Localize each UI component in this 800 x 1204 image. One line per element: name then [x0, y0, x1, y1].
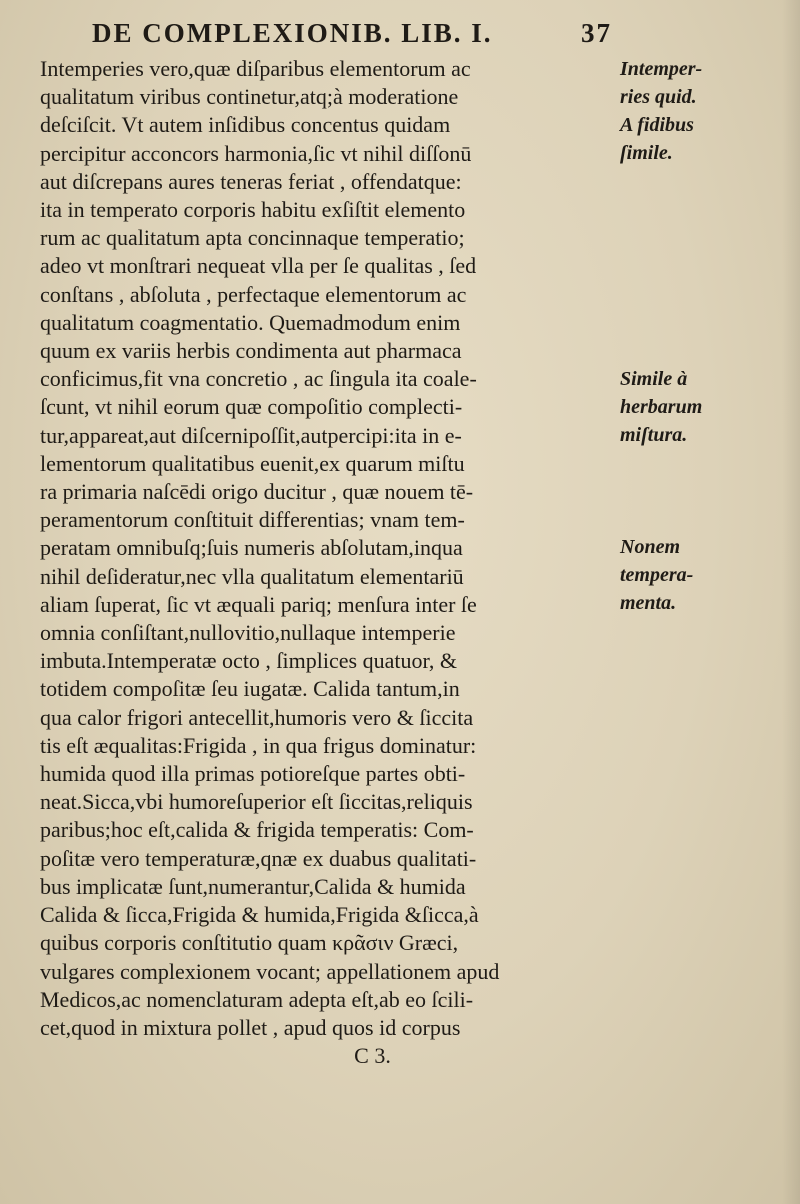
page-number: 37: [581, 18, 612, 48]
text-line: humida quod illa primas potioreſque partes obti-: [40, 761, 466, 787]
text-line: tur,appareat,aut diſcernipoſſit,autpercipi:ita in e-: [40, 422, 462, 448]
text-line: deſciſcit. Vt autem inſidibus concentus quidam: [40, 112, 451, 138]
text-line: totidem compoſitæ ſeu iugatæ. Calida tantum,in: [40, 676, 460, 702]
text-line: neat.Sicca,vbi humoreſuperior eſt ſiccitas,reliquis: [40, 789, 473, 815]
signature-mark: C 3.: [354, 1043, 391, 1069]
running-head: [92, 18, 612, 49]
body-text: [40, 55, 615, 1070]
text-line: paribus;hoc eſt,calida & frigida temperatis: Com-: [40, 817, 474, 843]
text-line: qualitatum coagmentatio. Quemadmodum enim: [40, 309, 461, 335]
text-line: imbuta.Intemperatæ octo , ſimplices quatuor, &: [40, 648, 458, 674]
text-line: ſcunt, vt nihil eorum quæ compoſitio complecti-: [40, 394, 463, 420]
text-line: qua calor frigori antecellit,humoris vero & ſiccita: [40, 704, 474, 730]
text-line: peratam omnibuſq;ſuis numeris abſolutam,inqua: [40, 535, 463, 561]
text-line: ita in temperato corporis habitu exſiſtit elemento: [40, 197, 466, 223]
text-line: conſtans , abſoluta , perfectaque elementorum ac: [40, 281, 467, 307]
text-line: Calida & ſicca,Frigida & humida,Frigida &ſicca,à: [40, 902, 479, 928]
marginal-note: tempera-: [620, 564, 694, 586]
text-line: Intemperies vero,quæ diſparibus elementorum ac: [40, 56, 471, 81]
marginal-note: miſtura.: [620, 424, 688, 446]
text-line: poſitæ vero temperaturæ,qnæ ex duabus qualitati-: [40, 845, 477, 871]
text-line: aut diſcrepans aures teneras feriat , offendatque:: [40, 168, 462, 194]
text-line: ra primaria naſcēdi origo ducitur , quæ nouem tē-: [40, 479, 474, 505]
text-line: tis eſt æqualitas:Frigida , in qua frigus dominatur:: [40, 732, 477, 758]
marginal-note: Intemper-: [620, 58, 703, 80]
text-line: aliam ſuperat, ſic vt æquali pariq; menſura inter ſe: [40, 591, 477, 617]
marginal-note: menta.: [620, 592, 677, 614]
text-line: Medicos,ac nomenclaturam adepta eſt,ab eo ſcili-: [40, 986, 474, 1012]
text-line: omnia conſiſtant,nullovitio,nullaque intemperie: [40, 620, 456, 646]
text-line: qualitatum viribus continetur,atq;à moderatione: [40, 84, 459, 110]
text-line: peramentorum conſtituit differentias; vnam tem-: [40, 507, 465, 533]
text-line: cet,quod in mixtura pollet , apud quos id corpus: [40, 1014, 461, 1040]
marginal-note: herbarum: [620, 396, 703, 418]
text-line: bus implicatæ ſunt,numerantur,Calida & humida: [40, 873, 466, 899]
marginal-note: ries quid.: [620, 86, 697, 108]
running-head-title: DE COMPLEXIONIB. LIB. I.: [92, 18, 493, 48]
text-line: quibus corporis conſtitutio quam κρᾶσιν Græci,: [40, 930, 459, 956]
text-line: conficimus,fit vna concretio , ac ſingula ita coale-: [40, 366, 477, 392]
marginal-note: Nonem: [620, 536, 680, 558]
marginal-note: A fidibus: [620, 114, 694, 136]
text-line: lementorum qualitatibus euenit,ex quarum miſtu: [40, 450, 465, 476]
page-edge-shadow: [782, 0, 800, 1204]
text-line: nihil deſideratur,nec vlla qualitatum elementariū: [40, 563, 464, 589]
marginal-note: ſimile.: [620, 142, 673, 164]
marginal-note: Simile à: [620, 368, 688, 390]
text-line: vulgares complexionem vocant; appellationem apud: [40, 958, 500, 984]
text-line: percipitur acconcors harmonia,ſic vt nihil diſſonū: [40, 140, 472, 166]
text-line: rum ac qualitatum apta concinnaque temperatio;: [40, 225, 465, 251]
text-line: adeo vt monſtrari nequeat vlla per ſe qualitas , ſed: [40, 253, 477, 279]
text-line: quum ex variis herbis condimenta aut pharmaca: [40, 338, 462, 364]
